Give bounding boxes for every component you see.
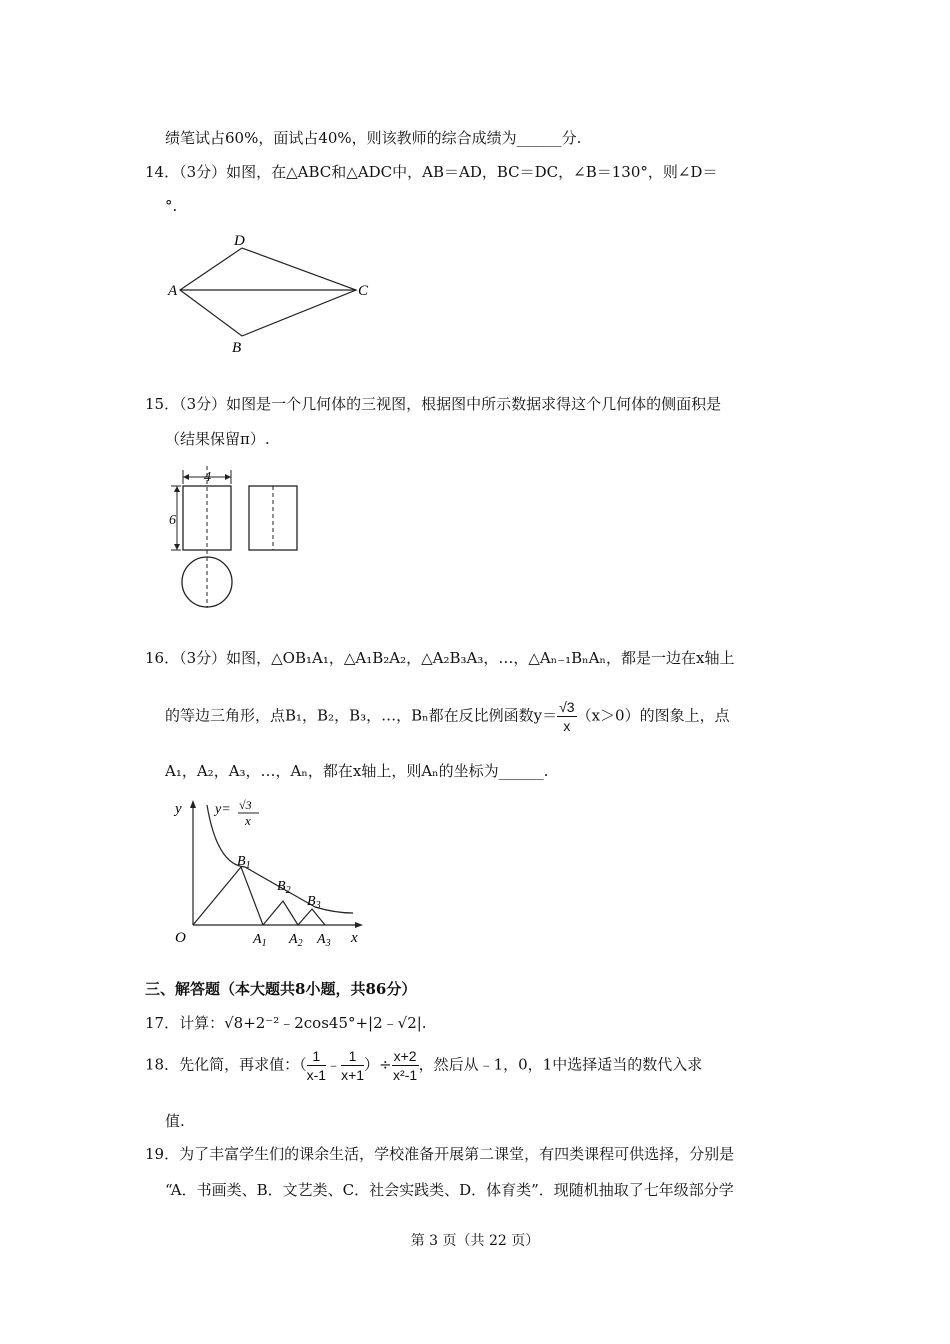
label-B1: $B_1$ <box>237 854 251 871</box>
page-footer: 第 3 页（共 22 页） <box>410 1233 540 1249</box>
q14-text: 14．（3分）如图，在△ABC和△ADC中，AB＝AD，BC＝DC，∠B＝130°，则∠D＝ <box>145 163 718 181</box>
q16-frac-num: √3 <box>559 699 575 715</box>
q16-text-a: 的等边三角形，点B₁，B₂，B₃，…，Bₙ都在反比例函数y＝ <box>165 706 558 725</box>
axis-y-label: y <box>175 801 182 817</box>
q18-f2-num: 1 <box>341 1047 364 1066</box>
q16-graph <box>165 795 375 955</box>
section-heading: 三、解答题（本大题共8小题，共86分） <box>145 980 417 998</box>
func-label-prefix: y= <box>215 802 231 817</box>
label-origin: O <box>175 930 186 946</box>
q15-figure <box>165 462 315 612</box>
q18-f1-num: 1 <box>307 1047 326 1066</box>
q18-f3-num: x+2 <box>393 1048 417 1064</box>
q16-text-cont <box>165 698 730 735</box>
q16-text-b: （x＞0）的图象上，点 <box>576 706 730 725</box>
label-A3: $A_3$ <box>317 932 331 949</box>
q18-fraction-2 <box>341 1047 364 1084</box>
q18-f2-den: x+1 <box>341 1067 365 1083</box>
q14-figure <box>160 228 380 358</box>
q18-fraction-1 <box>307 1047 326 1084</box>
label-B: B <box>232 340 242 356</box>
q16-fraction <box>557 698 576 735</box>
label-A: A <box>168 283 178 299</box>
label-D: D <box>234 233 245 249</box>
q18-text-cont: 值. <box>165 1112 185 1130</box>
q17-text: 17．计算：√8+2⁻²﹣2cos45°+|2﹣√2|. <box>145 1014 427 1032</box>
func-label-num: √3 <box>239 798 252 812</box>
q15-text-cont: （结果保留π）. <box>165 430 270 448</box>
q15-text: 15．（3分）如图是一个几何体的三视图，根据图中所示数据求得这个几何体的侧面积是 <box>145 395 722 413</box>
func-label-den: x <box>245 813 251 828</box>
q18-suffix: ，然后从﹣1，0，1中选择适当的数代入求 <box>418 1055 703 1074</box>
q18-f1-den: x-1 <box>306 1067 327 1083</box>
label-A2: $A_2$ <box>289 932 303 949</box>
q19-text-cont: “A．书画类、B．文艺类、C．社会实践类、D．体育类”．现随机抽取了七年级部分学 <box>165 1181 734 1199</box>
q18-text <box>145 1047 702 1084</box>
q13-tail: 绩笔试占60%，面试占40%，则该教师的综合成绩为______分. <box>165 129 582 147</box>
q18-minus: ﹣ <box>326 1055 342 1074</box>
q18-f3-den: x²-1 <box>393 1067 418 1083</box>
q16-text-end: A₁，A₂，A₃，…，Aₙ，都在x轴上，则Aₙ的坐标为______. <box>165 762 549 780</box>
q18-div: ）÷ <box>364 1055 392 1074</box>
q14-text-cont: °. <box>165 197 178 215</box>
label-A1: $A_1$ <box>253 932 267 949</box>
label-C: C <box>358 283 369 299</box>
q16-text: 16．（3分）如图，△OB₁A₁，△A₁B₂A₂，△A₂B₃A₃，…，△Aₙ₋₁BₙAₙ，都是一边在x轴上 <box>145 649 735 667</box>
label-B3: $B_3$ <box>307 894 321 911</box>
q18-fraction-3 <box>392 1047 419 1084</box>
q16-frac-den: x <box>563 718 571 734</box>
label-B2: $B_2$ <box>277 879 291 896</box>
dim-height: 6 <box>169 513 176 528</box>
q18-prefix: 18．先化简，再求值：（ <box>145 1055 307 1074</box>
dim-width: 4 <box>204 470 211 485</box>
axis-x-label: x <box>351 930 358 946</box>
q19-text: 19．为了丰富学生们的课余生活，学校准备开展第二课堂，有四类课程可供选择，分别是 <box>145 1145 735 1163</box>
